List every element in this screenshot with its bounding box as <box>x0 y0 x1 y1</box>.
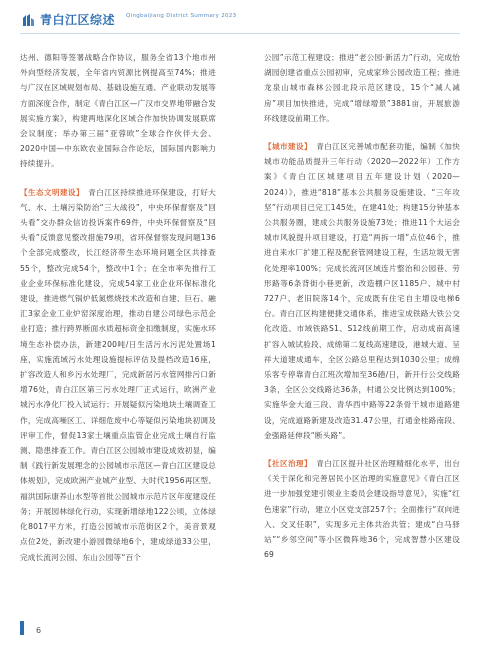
community-text: 青白江区提升社区治理精细化水平，出台《关于深化和完善居民小区治理的实施意见》《青白江区进一步加强党建引领业主委员会建设指导意见》，实施“红色速家”行动，建立小区党支部257个；全面推行“双向进入、交叉任职”，实现多元主体共治共管；建成“白马驿站”“乡邻空间”等小区微阵地36个，完成智慧小区建设69 <box>264 459 460 560</box>
community-tag: 【社区治理】 <box>264 459 309 469</box>
right-column <box>264 50 460 563</box>
paragraph-cooperation: 达州、德阳等签署战略合作协议，服务全省13个地市州外向型经济发展，全年省内贸源比例提高至74%；推进与广汉在区域规划布局、基础设施互通、产业联动发展等方面深度合作，制定《青白江区—广汉市交界地带融合发展实施方案》，构建两地深化区域合作加快协调发展联席会议制度；举办第三届“亚蓉欧”全球合作伙伴大会、2020中国—中东欧农业国际合作论坛，国际国内影响力持续提升。 <box>20 53 216 169</box>
section-subtitle: Qingbaijiang District Summary 2023 <box>126 13 237 19</box>
qingbaijiang-logo-icon <box>20 12 36 28</box>
ecology-text: 青白江区持续推进环保建设，打好大气、水、土壤污染防治“三大战役”，中央环保督察及“回头看”交办群众信访投诉案件69件，中央环保督察及“回头看”反馈意见整改措施79项，省环保督察发现问题136个全部完成整改，长江经济带生态环境问题全区共排查55个，整改完成54个，整改中1个；在全市率先推行工业企业环保标准化建设，完成54家工业企业环保标准化建设，推进燃气锅炉低氮燃烧技术改造和自建、巨石、融汇3家企业工业炉窑深度治理，推动自建公司绿色示范企业打造；推行跨界断面水质超标资金扣缴制度，实施水环境生态补偿办法，新建200吨/日生活污水污泥处置场1座，实施流域污水处理设施提标评估及提档改造16座，扩容改造人和乡污水处理厂，完成新居污水管网排污口新增76处，青白江区第三污水处理厂正式运行，欧洲产业城污水净化厂投入试运行；开展疑似污染地块土壤调查工作，完成高噪区工、详细危废中心等疑似污染地块初调及评审工作，督促13家土壤重点监管企业完成土壤自行监测、隐患排查工作。青白江区公园城市建设成效初显，编制《践行新发展理念的公园城市示范区—青白江区建设总体规划》，完成欧洲产业城产业型、大时代1956再区型、福洪国际康养山水型等首批公园城市示范片区年度建设任务；开展园林绿化行动，实现新增绿地122公顷，立体绿化8017平方米，打造公园城市示范街区2个，美音景观点位2处，新改建小游园微绿地6个，建成绿道33公里，完成长流河公园、东山公园等“百个 <box>20 187 216 562</box>
left-column <box>20 50 216 565</box>
section-title: 青白江区综述 <box>40 13 116 27</box>
paragraph-community <box>264 456 460 562</box>
header-divider <box>20 33 460 34</box>
page-header <box>0 0 480 40</box>
urban-construction-text: 青白江区完善城市配套功能，编制《加快城市功能品质提升三年行动（2020—2022年）工作方案》《青白江区城建项目五年建设计划（2020—2024）》，推进“818”基本公共服务设施建设、“三年攻坚”行动项目已完工145处，在建41处；构建15分钟基本公共服务圈，建成公共服务设施73处；推进11个大运会城市风貌提升项目建设，打造“两拆一增”点位46个，推进自来水厂扩建工程及配套管网建设工程，生活垃圾无害化处理率100%；完成长流河区域连片整治和公园巷、劳形路等6条背街小巷更新，改造棚户区1185户、城中村727户、老旧院落14个，完成既有住宅自主增设电梯6台。青白江区构建便捷交通体系，推进宝成铁路大铁公交化改造、市域铁路S1、S12线前期工作，启动成南高速扩容入城试验段、成绵第二复线高速建设，港城大道、呈祥大道建成通车，全区公路总里程达到1030公里；成绵乐客专停靠青白江班次增加至36趟/日，新开行公交线路3条，全区公交线路达36条，村通公交比例达到100%；实施华金大道三段、青华西中路等22条骨干城市道路建设，完成道路新建及改造31.47公里，打通金桂路南段、金强路延伸段“断头路”。 <box>264 142 460 440</box>
page-number-marker <box>20 621 24 635</box>
urban-construction-tag: 【城市建设】 <box>264 142 309 152</box>
paragraph-urban-construction <box>264 139 460 443</box>
ecology-tag: 【生态文明建设】 <box>20 187 81 197</box>
page-number: 6 <box>36 626 42 635</box>
paragraph-park-city: 公园”示范工程建设；推进“老公园·新活力”行动，完成怡湖园创建省重点公园初审，完成家珍公园改造工程；推进龙泉山城市森林公园北段示范区建设，15个“减人减房”项目加快推进，完成“增绿增景”3881亩，开展旅游环线建设前期工作。 <box>264 53 460 123</box>
paragraph-ecology <box>20 185 216 565</box>
